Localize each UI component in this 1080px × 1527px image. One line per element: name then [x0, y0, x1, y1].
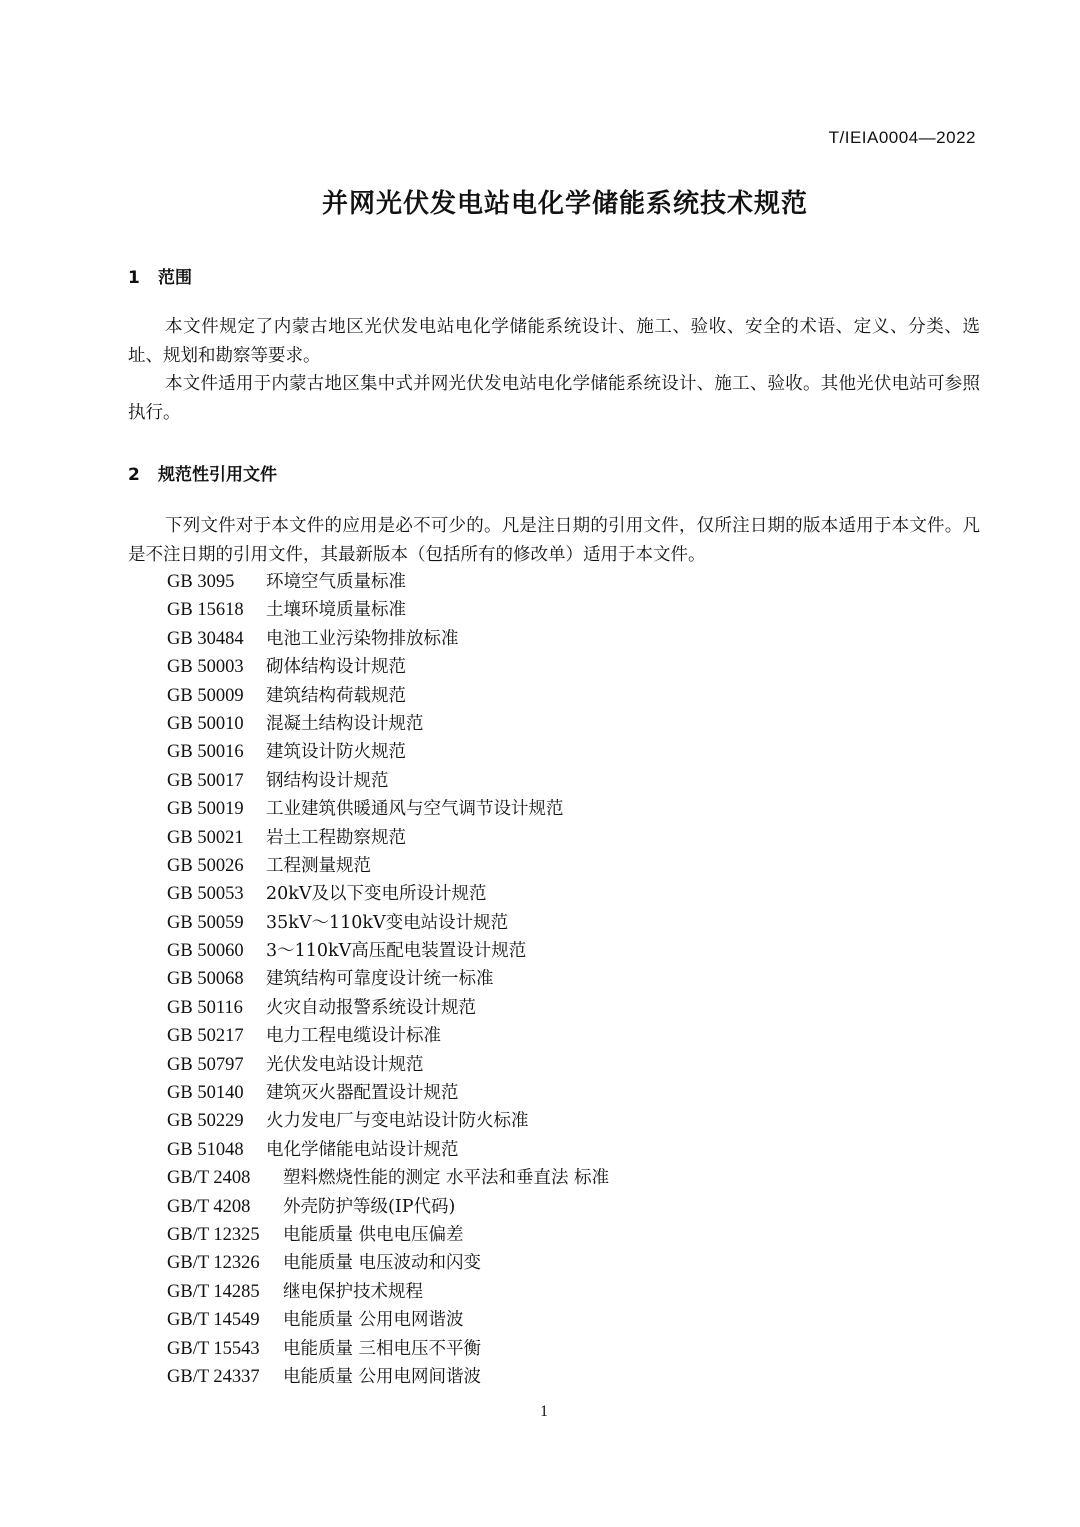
reference-item: [167, 767, 609, 795]
reference-title: 光伏发电站设计规范: [266, 1054, 424, 1075]
reference-item: [167, 1306, 609, 1334]
reference-code: GB 50229: [167, 1111, 244, 1132]
reference-code: GB 50140: [167, 1083, 244, 1104]
reference-title: 电能质量 公用电网谐波: [283, 1310, 464, 1331]
reference-code: GB/T 12326: [167, 1253, 260, 1274]
reference-item: [167, 653, 609, 681]
reference-item: [167, 1221, 609, 1249]
reference-code: GB 50021: [167, 827, 244, 848]
reference-item: [167, 1107, 609, 1135]
section-number: 1: [128, 268, 140, 288]
reference-code: GB 50026: [167, 855, 244, 876]
reference-item: [167, 710, 609, 738]
reference-title: 继电保护技术规程: [283, 1281, 423, 1302]
reference-item: [167, 1193, 609, 1221]
reference-title: 35kV～110kV变电站设计规范: [266, 912, 509, 933]
section-title: 范围: [158, 268, 192, 288]
reference-title: 塑料燃烧性能的测定 水平法和垂直法 标准: [283, 1168, 610, 1189]
reference-title: 混凝土结构设计规范: [266, 713, 424, 734]
section-2-paragraph: 下列文件对于本文件的应用是必不可少的。凡是注日期的引用文件，仅所注日期的版本适用于本文件。凡是不注日期的引用文件，其最新版本（包括所有的修改单）适用于本文件。: [128, 516, 980, 565]
reference-title: 环境空气质量标准: [266, 572, 406, 592]
reference-code: GB/T 4208: [167, 1196, 251, 1217]
standard-code: T/IEIA0004—2022: [828, 128, 976, 147]
reference-code: GB 50019: [167, 799, 244, 820]
reference-item: [167, 1022, 609, 1050]
reference-code: GB 50797: [167, 1054, 244, 1075]
reference-item: [167, 1335, 609, 1363]
reference-item: [167, 852, 609, 880]
reference-code: GB 50003: [167, 657, 244, 678]
reference-item: [167, 1363, 609, 1391]
reference-title: 工业建筑供暖通风与空气调节设计规范: [266, 799, 564, 820]
reference-title: 电能质量 电压波动和闪变: [283, 1253, 482, 1274]
reference-code: GB/T 24337: [167, 1366, 260, 1387]
reference-item: [167, 795, 609, 823]
section-number: 2: [128, 465, 140, 485]
reference-title: 钢结构设计规范: [266, 770, 389, 791]
section-1-paragraph: 本文件规定了内蒙古地区光伏发电站电化学储能系统设计、施工、验收、安全的术语、定义、分类、选址、规划和勘察等要求。: [128, 317, 980, 366]
reference-code: GB 50016: [167, 742, 244, 763]
reference-item: [167, 965, 609, 993]
reference-title: 3～110kV高压配电装置设计规范: [266, 941, 527, 962]
reference-code: GB 50009: [167, 685, 244, 706]
reference-item: [167, 738, 609, 766]
reference-title: 电化学储能电站设计规范: [266, 1139, 459, 1160]
reference-code: GB 30484: [167, 628, 244, 649]
reference-title: 火力发电厂与变电站设计防火标准: [266, 1111, 529, 1132]
reference-code: GB 50116: [167, 997, 243, 1018]
reference-code: GB/T 15543: [167, 1338, 260, 1359]
reference-item: [167, 682, 609, 710]
reference-title: 电力工程电缆设计标准: [266, 1026, 441, 1047]
reference-list: [167, 568, 609, 1391]
reference-code: GB/T 2408: [167, 1168, 251, 1189]
reference-title: 建筑结构可靠度设计统一标准: [266, 969, 494, 990]
reference-item: [167, 1051, 609, 1079]
reference-title: 20kV及以下变电所设计规范: [266, 884, 487, 905]
reference-code: GB 50059: [167, 912, 244, 933]
reference-item: [167, 625, 609, 653]
reference-item: [167, 1278, 609, 1306]
page-number: 1: [540, 1403, 548, 1420]
reference-item: [167, 937, 609, 965]
reference-code: GB 50217: [167, 1026, 244, 1047]
reference-item: [167, 1136, 609, 1164]
reference-title: 外壳防护等级(IP代码): [283, 1196, 456, 1217]
section-1-heading: [128, 263, 192, 288]
section-2-heading: [128, 460, 277, 485]
reference-code: GB 50060: [167, 941, 244, 962]
reference-title: 建筑设计防火规范: [266, 742, 406, 763]
reference-item: [167, 909, 609, 937]
reference-code: GB 51048: [167, 1139, 244, 1160]
reference-code: GB 50010: [167, 713, 244, 734]
reference-title: 砌体结构设计规范: [266, 657, 406, 678]
reference-item: [167, 596, 609, 624]
reference-title: 岩土工程勘察规范: [266, 827, 406, 848]
reference-title: 工程测量规范: [266, 855, 371, 876]
reference-title: 建筑结构荷载规范: [266, 685, 406, 706]
section-title: 规范性引用文件: [158, 465, 277, 485]
reference-item: [167, 994, 609, 1022]
reference-item: [167, 824, 609, 852]
reference-item: [167, 1249, 609, 1277]
reference-code: GB/T 14285: [167, 1281, 260, 1302]
reference-code: GB/T 12325: [167, 1224, 260, 1245]
document-title: 并网光伏发电站电化学储能系统技术规范: [321, 189, 808, 219]
reference-title: 电能质量 供电电压偏差: [283, 1224, 464, 1245]
reference-item: [167, 1164, 609, 1192]
reference-code: GB 15618: [167, 600, 244, 621]
reference-title: 建筑灭火器配置设计规范: [266, 1083, 459, 1104]
section-1-paragraph: 本文件适用于内蒙古地区集中式并网光伏发电站电化学储能系统设计、施工、验收。其他光伏电站可参照执行。: [128, 374, 980, 423]
reference-code: GB/T 14549: [167, 1310, 260, 1331]
reference-code: GB 50017: [167, 770, 244, 791]
reference-title: 电池工业污染物排放标准: [266, 628, 459, 649]
reference-title: 火灾自动报警系统设计规范: [266, 997, 476, 1018]
reference-item: [167, 880, 609, 908]
reference-title: 电能质量 公用电网间谐波: [283, 1366, 482, 1387]
reference-code: GB 50053: [167, 884, 244, 905]
reference-title: 土壤环境质量标准: [266, 600, 406, 621]
reference-title: 电能质量 三相电压不平衡: [283, 1338, 482, 1359]
reference-code: GB 3095: [167, 572, 235, 592]
reference-code: GB 50068: [167, 969, 244, 990]
reference-item: [167, 1079, 609, 1107]
reference-item: [167, 568, 609, 596]
